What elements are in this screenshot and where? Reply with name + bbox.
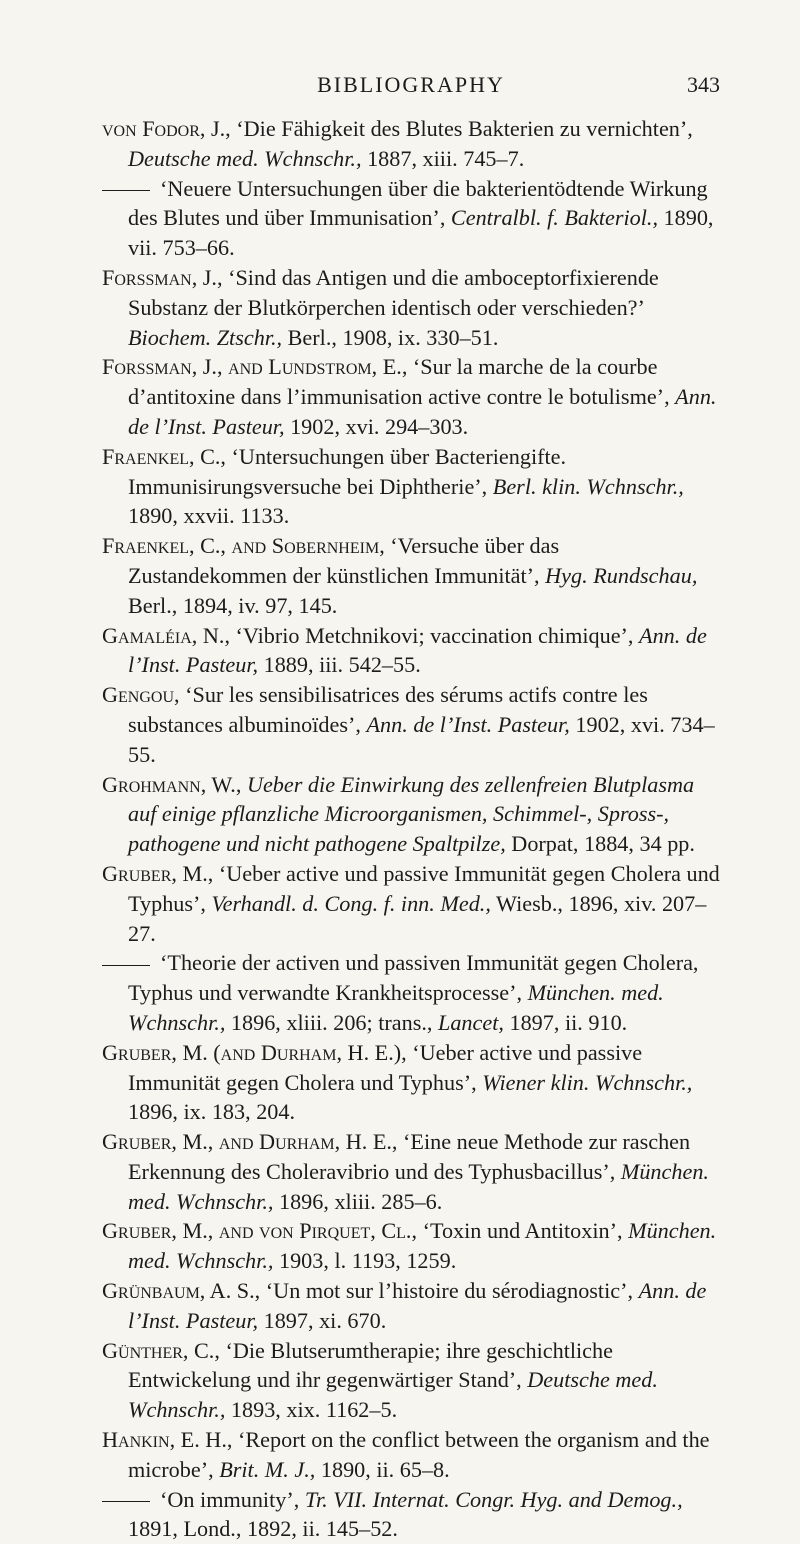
entry-journal: Ann. de l’Inst. Pasteur, [128, 384, 717, 439]
entry-journal: Hyg. Rundschau, [545, 562, 698, 588]
entry-title: ‘Versuche über das Zustandekommen der künstlichen Immunität’, [128, 533, 560, 588]
ditto-dash [102, 190, 150, 191]
entry-title: ‘Un mot sur l’histoire du sérodiagnostic’, [265, 1278, 634, 1304]
entry-journal: Brit. M. J., [219, 1456, 316, 1482]
entry-title: ‘Neuere Untersuchungen über die bakterientödtende Wirkung des Blutes und über Immunisation’, [128, 175, 708, 231]
entry-author: Grünbaum, A. S., [102, 1278, 261, 1304]
bib-entry [102, 859, 720, 948]
entry-author: Gamaléia, N., [102, 622, 230, 648]
entry-citation-2: 1897, ii. 910. [509, 1009, 628, 1035]
bib-entry [102, 531, 720, 620]
entry-title: ‘Sind das Antigen und die amboceptorfixierende Substanz der Blutkörperchen identisch oder verschieden?’ [128, 264, 659, 320]
entry-author: Gruber, M., [102, 860, 214, 886]
entry-title: ‘Die Fähigkeit des Blutes Bakterien zu vernichten’, [236, 116, 693, 141]
entry-title: ‘Untersuchungen über Bacteriengifte. Immunisirungsversuche bei Diphtherie’, [128, 443, 567, 499]
entry-citation: 1893, xix. 1162–5. [230, 1397, 398, 1423]
running-head [102, 72, 720, 102]
bibliography-list [102, 114, 720, 1544]
bib-entry [102, 174, 720, 263]
entry-citation: 1890, xxvii. 1133. [128, 503, 290, 529]
bib-entry [102, 114, 720, 174]
entry-journal: Biochem. Ztschr., [128, 324, 283, 350]
bib-entry [102, 680, 720, 769]
entry-title: ‘Die Blutserumtherapie; ihre geschichtliche Entwickelung und ihr gegenwärtiger Stand’, [128, 1337, 613, 1393]
entry-title: ‘Sur les sensibilisatrices des sérums actifs contre les substances albuminoïdes’, [128, 682, 648, 737]
entry-journal: Ann. de l’Inst. Pasteur, [366, 711, 570, 737]
entry-author: Gruber, M., and Durham, H. E., [102, 1129, 398, 1155]
bib-entry [102, 1276, 720, 1336]
entry-citation: 1896, xliii. 206; trans., [230, 1009, 433, 1035]
entry-author: Grohmann, W., [102, 771, 242, 797]
bib-entry [102, 352, 720, 441]
entry-journal: Ueber die Einwirkung des zellenfreien Blutplasma auf einige pflanzliche Microorganismen, Schimmel-, Spross-, pathogene und nicht pathogene Spaltpilze, [128, 771, 695, 857]
entry-journal: Berl. klin. Wchnschr., [492, 473, 684, 499]
entry-title: ‘Report on the conflict between the organism and the microbe’, [128, 1427, 710, 1482]
entry-title: ‘Theorie der activen und passiven Immunität gegen Cholera, Typhus und verwandte Krankheitsprocesse’, [128, 950, 699, 1006]
entry-citation: 1896, ix. 183, 204. [128, 1099, 296, 1125]
entry-author: Gruber, M., and von Pirquet, Cl., [102, 1218, 418, 1244]
entry-citation: 1902, xvi. 734–55. [128, 711, 715, 767]
entry-citation: 1891, Lond., 1892, ii. 145–52. [128, 1516, 398, 1542]
bib-entry [102, 770, 720, 859]
entry-citation: Wiesb., 1896, xiv. 207–27. [128, 890, 707, 946]
entry-journal: Tr. VII. Internat. Congr. Hyg. and Demog., [304, 1486, 683, 1512]
entry-title: ‘On immunity’, [160, 1486, 300, 1512]
entry-journal: Wiener klin. Wchnschr., [482, 1069, 693, 1095]
bib-entry [102, 263, 720, 352]
entry-journal: Ann. de l’Inst. Pasteur, [128, 622, 707, 678]
entry-journal: Verhandl. d. Cong. f. inn. Med., [211, 890, 491, 916]
bib-entry [102, 948, 720, 1037]
entry-citation: 1890, vii. 753–66. [128, 205, 714, 261]
entry-journal: Deutsche med. Wchnschr., [128, 145, 362, 171]
entry-journal: München. med. Wchnschr., [128, 1218, 717, 1274]
entry-title: ‘Toxin und Antitoxin’, [422, 1218, 623, 1244]
entry-author: Forssman, J., and Lundstrom, E., [102, 354, 408, 380]
bib-entry [102, 442, 720, 531]
entry-citation: Dorpat, 1884, 34 pp. [511, 831, 695, 857]
entry-journal: Centralbl. f. Bakteriol., [450, 205, 658, 231]
ditto-dash [102, 965, 150, 966]
bib-entry [102, 1425, 720, 1485]
entry-author: Gruber, M. (and Durham, H. E.), [102, 1039, 407, 1065]
entry-author: Fraenkel, C., [102, 443, 226, 469]
entry-author: von Fodor, J., [102, 116, 231, 141]
entry-journal: Deutsche med. Wchnschr., [128, 1367, 658, 1423]
running-title: BIBLIOGRAPHY [317, 72, 505, 97]
ditto-dash [102, 1501, 150, 1502]
entry-citation: 1889, iii. 542–55. [263, 652, 421, 678]
bib-entry [102, 1038, 720, 1127]
bib-entry [102, 621, 720, 681]
page-number: 343 [687, 72, 720, 97]
entry-journal: München. med. Wchnschr., [128, 1158, 709, 1214]
entry-citation: Berl., 1894, iv. 97, 145. [128, 592, 338, 618]
entry-author: Hankin, E. H., [102, 1427, 233, 1453]
entry-journal: Ann. de l’Inst. Pasteur, [128, 1278, 707, 1333]
bib-entry [102, 1336, 720, 1425]
bib-entry [102, 1485, 720, 1544]
entry-title: ‘Sur la marche de la courbe d’antitoxine dans l’immunisation active contre le botulisme’, [128, 354, 670, 410]
bib-entry [102, 1216, 720, 1276]
entry-citation: 1887, xiii. 745–7. [367, 145, 525, 171]
entry-author: Forssman, J., [102, 264, 223, 290]
bib-entry [102, 1127, 720, 1216]
entry-citation: 1896, xliii. 285–6. [278, 1188, 443, 1214]
entry-title: ‘Vibrio Metchnikovi; vaccination chimique’, [235, 622, 634, 648]
entry-journal-2: Lancet, [438, 1009, 504, 1035]
entry-author: Fraenkel, C., and Sobernheim, [102, 533, 385, 559]
entry-citation: 1902, xvi. 294–303. [290, 413, 469, 439]
entry-journal: München. med. Wchnschr., [128, 980, 664, 1035]
entry-citation: 1897, xi. 670. [263, 1307, 387, 1333]
entry-author: Günther, C., [102, 1337, 220, 1363]
entry-citation: 1903, l. 1193, 1259. [278, 1248, 457, 1274]
entry-title: ‘Eine neue Methode zur raschen Erkennung des Choleravibrio und des Typhusbacillus’, [128, 1129, 691, 1184]
entry-title: ‘Ueber active und passive Immunität gegen Cholera und Typhus’, [128, 1039, 643, 1095]
entry-citation: 1890, ii. 65–8. [320, 1456, 450, 1482]
entry-citation: Berl., 1908, ix. 330–51. [287, 324, 499, 350]
entry-title: ‘Ueber active und passive Immunität gegen Cholera und Typhus’, [128, 860, 720, 916]
entry-author: Gengou, [102, 682, 180, 708]
